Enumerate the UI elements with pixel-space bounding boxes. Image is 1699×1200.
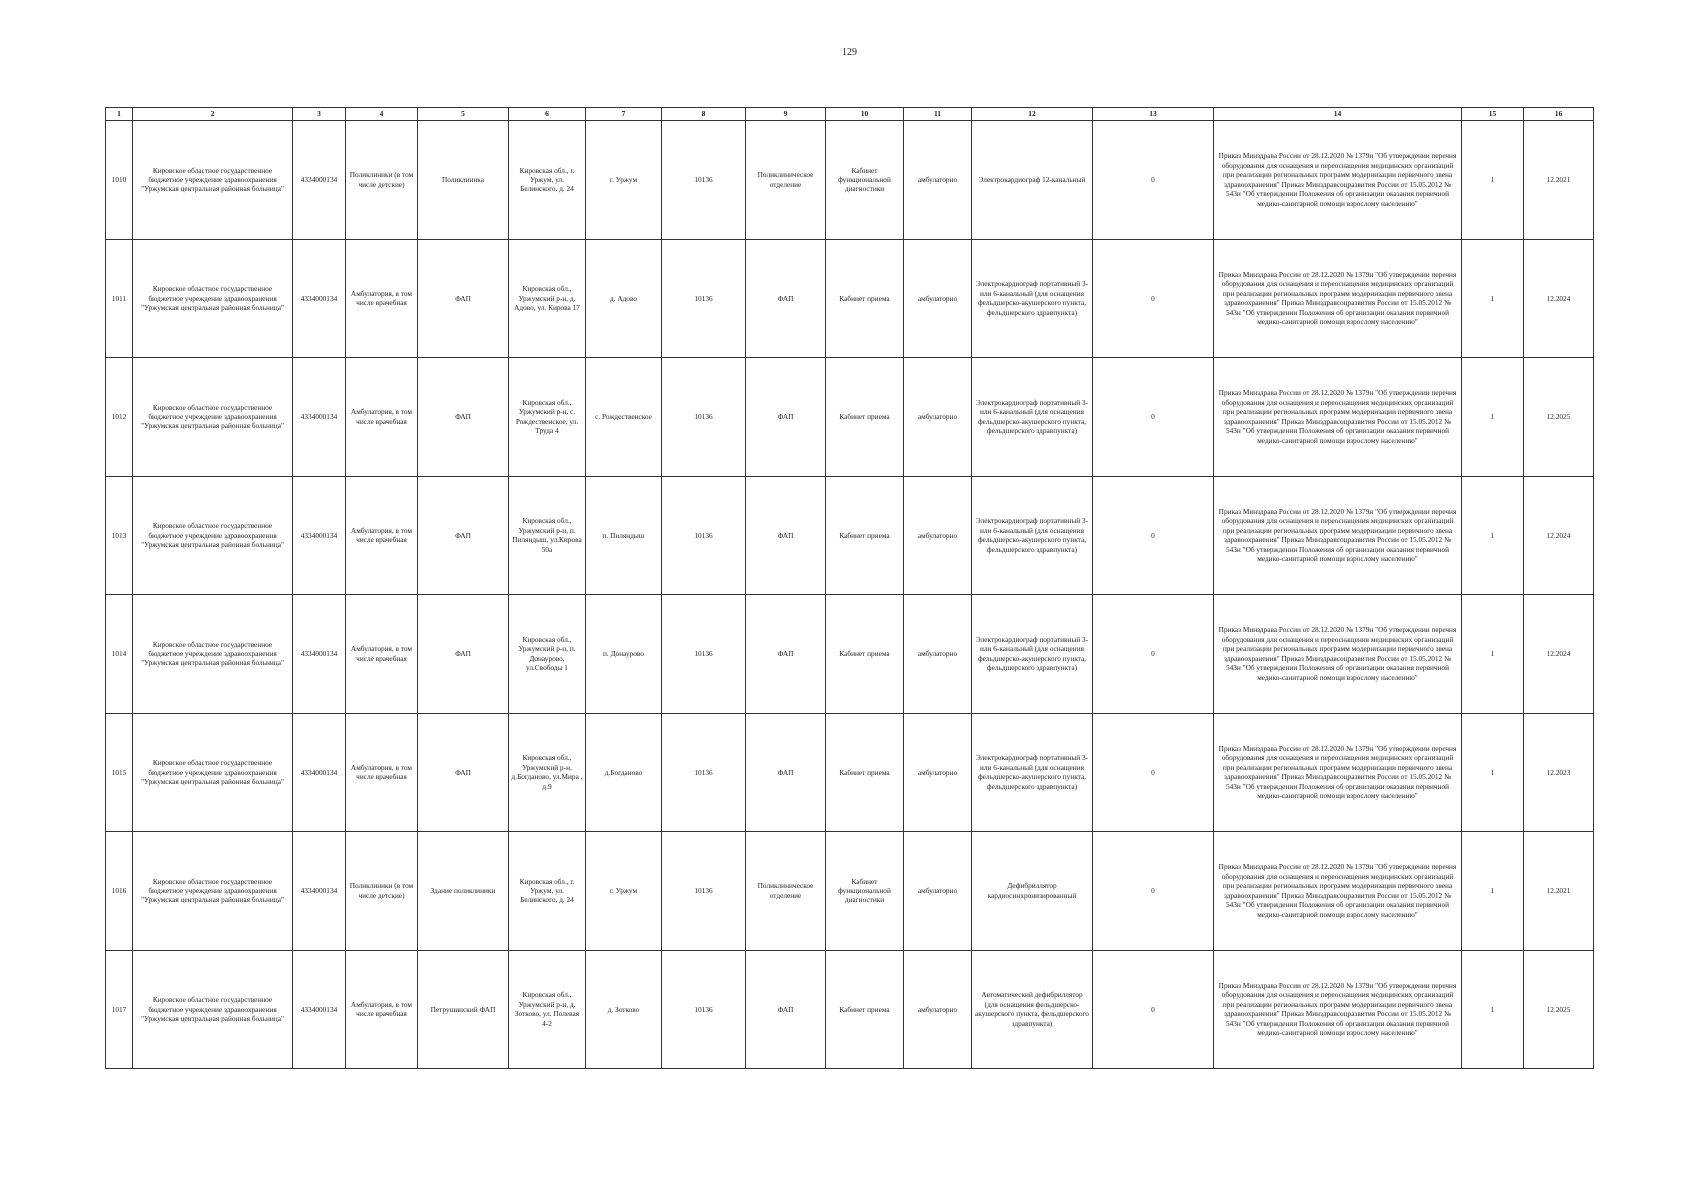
cell-code: 10136 <box>662 121 746 240</box>
cell-organization: Кировское областное государственное бюджетное учреждение здравоохранения "Уржумская центральная районная больница" <box>133 832 293 951</box>
cell-address: Кировская обл., г. Уржум, ул. Белинского, д. 24 <box>509 121 586 240</box>
table-row <box>106 476 1594 595</box>
cell-existing-count: 0 <box>1093 476 1214 595</box>
cell-legal-basis: Приказ Минздрава России от 28.12.2020 № 1379н "Об утверждении перечня оборудования для оснащения и переоснащения медицинских организаций при реализации региональных программ модернизации первичного звена здравоохранения" Приказ Минздравсоцразвития России от 15.05.2012 № 543н "Об утверждении Положения об организации оказания первичной медико-санитарной помощи взрослому населению" <box>1214 713 1462 832</box>
cell-code: 10136 <box>662 950 746 1069</box>
cell-inn: 4334000134 <box>293 358 346 477</box>
cell-date: 12.2025 <box>1524 358 1594 477</box>
cell-unit: Поликлиническое отделение <box>746 121 826 240</box>
cell-inn: 4334000134 <box>293 595 346 714</box>
cell-unit: ФАП <box>746 713 826 832</box>
cell-date: 12.2023 <box>1524 713 1594 832</box>
cell-building: Петрушинский ФАП <box>418 950 509 1069</box>
cell-address: Кировская обл., Уржумский р-н, д. Адово, ул. Кирова 17 <box>509 239 586 358</box>
cell-equipment: Электрокардиограф портативный 3- или 6-канальный (для оснащения фельдшерско-акушерского пункта, фельдшерского здравпункта) <box>972 476 1093 595</box>
column-header: 6 <box>509 108 586 121</box>
cell-room: Кабинет функциональной диагностики <box>826 832 904 951</box>
table-row <box>106 713 1594 832</box>
cell-existing-count: 0 <box>1093 713 1214 832</box>
cell-address: Кировская обл., Уржумский р-н, д.Богданово, ул.Мира , д.9 <box>509 713 586 832</box>
cell-settlement: п. Донаурово <box>586 595 662 714</box>
cell-care-form: амбулаторно <box>904 239 972 358</box>
table-row <box>106 832 1594 951</box>
cell-address: Кировская обл., Уржумский р-н, п. Пиляндыш, ул.Кирова 50а <box>509 476 586 595</box>
cell-room: Кабинет приема <box>826 950 904 1069</box>
column-header: 4 <box>346 108 418 121</box>
cell-legal-basis: Приказ Минздрава России от 28.12.2020 № 1379н "Об утверждении перечня оборудования для оснащения и переоснащения медицинских организаций при реализации региональных программ модернизации первичного звена здравоохранения" Приказ Минздравсоцразвития России от 15.05.2012 № 543н "Об утверждении Положения об организации оказания первичной медико-санитарной помощи взрослому населению" <box>1214 239 1462 358</box>
cell-inn: 4334000134 <box>293 476 346 595</box>
cell-inn: 4334000134 <box>293 713 346 832</box>
column-header: 7 <box>586 108 662 121</box>
cell-existing-count: 0 <box>1093 595 1214 714</box>
cell-building: Здание поликлиники <box>418 832 509 951</box>
equipment-table <box>105 107 1594 1069</box>
cell-building: ФАП <box>418 595 509 714</box>
cell-row-number: 1014 <box>106 595 133 714</box>
cell-row-number: 1017 <box>106 950 133 1069</box>
cell-equipment: Автоматический дефибриллятор (для оснащения фельдшерско-акушерского пункта, фельдшерского здравпункта) <box>972 950 1093 1069</box>
column-header: 2 <box>133 108 293 121</box>
cell-care-form: амбулаторно <box>904 950 972 1069</box>
cell-organization: Кировское областное государственное бюджетное учреждение здравоохранения "Уржумская центральная районная больница" <box>133 950 293 1069</box>
cell-facility-type: Амбулатория, в том числе врачебная <box>346 358 418 477</box>
cell-settlement: д.Богданово <box>586 713 662 832</box>
cell-row-number: 1010 <box>106 121 133 240</box>
cell-quantity: 1 <box>1462 832 1524 951</box>
cell-equipment: Электрокардиограф портативный 3- или 6-канальный (для оснащения фельдшерско-акушерского пункта, фельдшерского здравпункта) <box>972 595 1093 714</box>
cell-row-number: 1011 <box>106 239 133 358</box>
cell-legal-basis: Приказ Минздрава России от 28.12.2020 № 1379н "Об утверждении перечня оборудования для оснащения и переоснащения медицинских организаций при реализации региональных программ модернизации первичного звена здравоохранения" Приказ Минздравсоцразвития России от 15.05.2012 № 543н "Об утверждении Положения об организации оказания первичной медико-санитарной помощи взрослому населению" <box>1214 950 1462 1069</box>
cell-organization: Кировское областное государственное бюджетное учреждение здравоохранения "Уржумская центральная районная больница" <box>133 713 293 832</box>
cell-legal-basis: Приказ Минздрава России от 28.12.2020 № 1379н "Об утверждении перечня оборудования для оснащения и переоснащения медицинских организаций при реализации региональных программ модернизации первичного звена здравоохранения" Приказ Минздравсоцразвития России от 15.05.2012 № 543н "Об утверждении Положения об организации оказания первичной медико-санитарной помощи взрослому населению" <box>1214 832 1462 951</box>
cell-facility-type: Амбулатория, в том числе врачебная <box>346 595 418 714</box>
cell-room: Кабинет приема <box>826 595 904 714</box>
cell-address: Кировская обл., Уржумский р-н, с. Рождественское, ул. Труда 4 <box>509 358 586 477</box>
cell-settlement: с. Рождественское <box>586 358 662 477</box>
cell-legal-basis: Приказ Минздрава России от 28.12.2020 № 1379н "Об утверждении перечня оборудования для оснащения и переоснащения медицинских организаций при реализации региональных программ модернизации первичного звена здравоохранения" Приказ Минздравсоцразвития России от 15.05.2012 № 543н "Об утверждении Положения об организации оказания первичной медико-санитарной помощи взрослому населению" <box>1214 595 1462 714</box>
table-row <box>106 950 1594 1069</box>
header-row <box>106 108 1594 121</box>
cell-quantity: 1 <box>1462 713 1524 832</box>
cell-unit: ФАП <box>746 950 826 1069</box>
cell-settlement: г. Уржум <box>586 832 662 951</box>
cell-building: ФАП <box>418 358 509 477</box>
cell-building: ФАП <box>418 476 509 595</box>
column-header: 1 <box>106 108 133 121</box>
cell-quantity: 1 <box>1462 476 1524 595</box>
cell-equipment: Электрокардиограф 12-канальный <box>972 121 1093 240</box>
cell-equipment: Электрокардиограф портативный 3- или 6-канальный (для оснащения фельдшерско-акушерского пункта, фельдшерского здравпункта) <box>972 713 1093 832</box>
cell-inn: 4334000134 <box>293 121 346 240</box>
cell-code: 10136 <box>662 358 746 477</box>
cell-organization: Кировское областное государственное бюджетное учреждение здравоохранения "Уржумская центральная районная больница" <box>133 121 293 240</box>
cell-room: Кабинет приема <box>826 713 904 832</box>
cell-date: 12.2021 <box>1524 832 1594 951</box>
cell-settlement: д. Зотково <box>586 950 662 1069</box>
cell-date: 12.2024 <box>1524 239 1594 358</box>
cell-building: ФАП <box>418 713 509 832</box>
cell-existing-count: 0 <box>1093 121 1214 240</box>
cell-row-number: 1013 <box>106 476 133 595</box>
cell-settlement: д. Адово <box>586 239 662 358</box>
cell-code: 10136 <box>662 239 746 358</box>
column-header: 13 <box>1093 108 1214 121</box>
cell-address: Кировская обл., Уржумский р-н, д. Зотково, ул. Полевая 4-2 <box>509 950 586 1069</box>
cell-quantity: 1 <box>1462 358 1524 477</box>
cell-inn: 4334000134 <box>293 950 346 1069</box>
cell-quantity: 1 <box>1462 121 1524 240</box>
column-header: 10 <box>826 108 904 121</box>
cell-existing-count: 0 <box>1093 358 1214 477</box>
cell-address: Кировская обл., Уржумский р-н, п. Донаурово, ул.Свободы 1 <box>509 595 586 714</box>
cell-code: 10136 <box>662 832 746 951</box>
cell-organization: Кировское областное государственное бюджетное учреждение здравоохранения "Уржумская центральная районная больница" <box>133 476 293 595</box>
cell-address: Кировская обл., г. Уржум, ул. Белинского, д. 24 <box>509 832 586 951</box>
cell-unit: ФАП <box>746 358 826 477</box>
column-header: 16 <box>1524 108 1594 121</box>
cell-building: Поликлиника <box>418 121 509 240</box>
cell-facility-type: Амбулатория, в том числе врачебная <box>346 713 418 832</box>
cell-equipment: Дефибриллятор кардиосинхронизированный <box>972 832 1093 951</box>
cell-settlement: п. Пиляндыш <box>586 476 662 595</box>
cell-code: 10136 <box>662 713 746 832</box>
cell-facility-type: Амбулатория, в том числе врачебная <box>346 476 418 595</box>
cell-settlement: г. Уржум <box>586 121 662 240</box>
column-header: 5 <box>418 108 509 121</box>
cell-date: 12.2024 <box>1524 476 1594 595</box>
cell-code: 10136 <box>662 595 746 714</box>
cell-care-form: амбулаторно <box>904 358 972 477</box>
cell-equipment: Электрокардиограф портативный 3- или 6-канальный (для оснащения фельдшерско-акушерского пункта, фельдшерского здравпункта) <box>972 239 1093 358</box>
page-number: 129 <box>842 47 857 58</box>
column-header: 11 <box>904 108 972 121</box>
cell-legal-basis: Приказ Минздрава России от 28.12.2020 № 1379н "Об утверждении перечня оборудования для оснащения и переоснащения медицинских организаций при реализации региональных программ модернизации первичного звена здравоохранения" Приказ Минздравсоцразвития России от 15.05.2012 № 543н "Об утверждении Положения об организации оказания первичной медико-санитарной помощи взрослому населению" <box>1214 476 1462 595</box>
cell-quantity: 1 <box>1462 595 1524 714</box>
cell-quantity: 1 <box>1462 239 1524 358</box>
cell-care-form: амбулаторно <box>904 713 972 832</box>
cell-unit: ФАП <box>746 595 826 714</box>
table-row <box>106 358 1594 477</box>
cell-facility-type: Амбулатория, в том числе врачебная <box>346 239 418 358</box>
column-header: 9 <box>746 108 826 121</box>
cell-equipment: Электрокардиограф портативный 3- или 6-канальный (для оснащения фельдшерско-акушерского пункта, фельдшерского здравпункта) <box>972 358 1093 477</box>
cell-unit: ФАП <box>746 476 826 595</box>
cell-unit: ФАП <box>746 239 826 358</box>
cell-existing-count: 0 <box>1093 950 1214 1069</box>
cell-row-number: 1016 <box>106 832 133 951</box>
cell-care-form: амбулаторно <box>904 832 972 951</box>
table-row <box>106 239 1594 358</box>
cell-care-form: амбулаторно <box>904 595 972 714</box>
cell-organization: Кировское областное государственное бюджетное учреждение здравоохранения "Уржумская центральная районная больница" <box>133 239 293 358</box>
cell-code: 10136 <box>662 476 746 595</box>
cell-legal-basis: Приказ Минздрава России от 28.12.2020 № 1379н "Об утверждении перечня оборудования для оснащения и переоснащения медицинских организаций при реализации региональных программ модернизации первичного звена здравоохранения" Приказ Минздравсоцразвития России от 15.05.2012 № 543н "Об утверждении Положения об организации оказания первичной медико-санитарной помощи взрослому населению" <box>1214 121 1462 240</box>
cell-building: ФАП <box>418 239 509 358</box>
cell-existing-count: 0 <box>1093 832 1214 951</box>
cell-organization: Кировское областное государственное бюджетное учреждение здравоохранения "Уржумская центральная районная больница" <box>133 595 293 714</box>
cell-quantity: 1 <box>1462 950 1524 1069</box>
cell-inn: 4334000134 <box>293 832 346 951</box>
cell-date: 12.2021 <box>1524 121 1594 240</box>
cell-date: 12.2025 <box>1524 950 1594 1069</box>
cell-row-number: 1012 <box>106 358 133 477</box>
table-row <box>106 595 1594 714</box>
column-header: 8 <box>662 108 746 121</box>
column-header: 3 <box>293 108 346 121</box>
table-row <box>106 121 1594 240</box>
cell-facility-type: Поликлиники (в том числе детские) <box>346 832 418 951</box>
cell-inn: 4334000134 <box>293 239 346 358</box>
column-header: 14 <box>1214 108 1462 121</box>
cell-room: Кабинет приема <box>826 358 904 477</box>
cell-date: 12.2024 <box>1524 595 1594 714</box>
cell-care-form: амбулаторно <box>904 476 972 595</box>
cell-existing-count: 0 <box>1093 239 1214 358</box>
cell-room: Кабинет функциональной диагностики <box>826 121 904 240</box>
cell-room: Кабинет приема <box>826 476 904 595</box>
cell-row-number: 1015 <box>106 713 133 832</box>
cell-facility-type: Поликлиники (в том числе детские) <box>346 121 418 240</box>
cell-facility-type: Амбулатория, в том числе врачебная <box>346 950 418 1069</box>
cell-care-form: амбулаторно <box>904 121 972 240</box>
column-header: 15 <box>1462 108 1524 121</box>
column-header: 12 <box>972 108 1093 121</box>
cell-unit: Поликлиническое отделение <box>746 832 826 951</box>
cell-organization: Кировское областное государственное бюджетное учреждение здравоохранения "Уржумская центральная районная больница" <box>133 358 293 477</box>
cell-room: Кабинет приема <box>826 239 904 358</box>
cell-legal-basis: Приказ Минздрава России от 28.12.2020 № 1379н "Об утверждении перечня оборудования для оснащения и переоснащения медицинских организаций при реализации региональных программ модернизации первичного звена здравоохранения" Приказ Минздравсоцразвития России от 15.05.2012 № 543н "Об утверждении Положения об организации оказания первичной медико-санитарной помощи взрослому населению" <box>1214 358 1462 477</box>
